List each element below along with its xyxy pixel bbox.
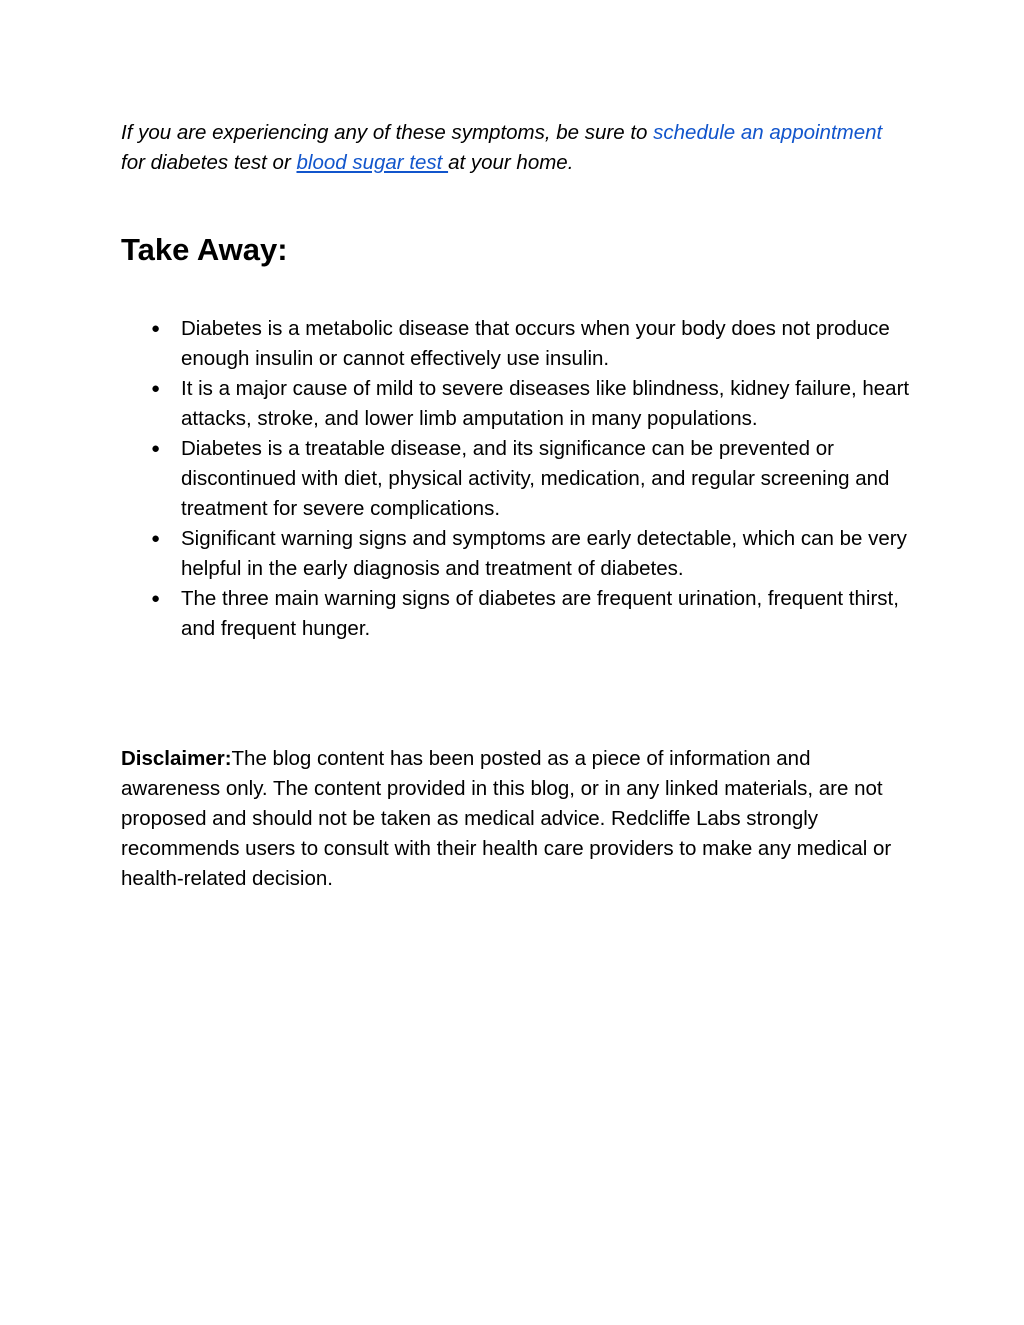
intro-paragraph [121, 118, 911, 178]
bullet-icon: ● [151, 320, 161, 337]
list-item-text: Diabetes is a treatable disease, and its significance can be prevented or discontinued with diet, physical activity, medication, and regular screening and treatment for severe complications. [181, 437, 890, 520]
bullet-icon: ● [151, 530, 161, 547]
disclaimer-label: Disclaimer: [121, 747, 232, 770]
blood-sugar-test-link[interactable]: blood sugar test [296, 151, 449, 174]
disclaimer-text: The blog content has been posted as a piece of information and awareness only. The content provided in this blog, or in any linked materials, are not proposed and should not be taken as medical advice. Redcliffe Labs strongly recommends users to consult with their health care providers to make any medical or health-related decision. [121, 747, 892, 890]
intro-text-start: If you are experiencing any of these symptoms, be sure to [121, 121, 654, 144]
list-item [121, 374, 911, 434]
list-item-text: Significant warning signs and symptoms are early detectable, which can be very helpful in the early diagnosis and treatment of diabetes. [181, 527, 907, 580]
list-item-text: The three main warning signs of diabetes are frequent urination, frequent thirst, and frequent hunger. [181, 587, 899, 640]
bullet-icon: ● [151, 590, 161, 607]
list-item [121, 314, 911, 374]
list-item [121, 524, 911, 584]
list-item [121, 434, 911, 524]
takeaway-heading: Take Away: [121, 232, 288, 267]
bullet-icon: ● [151, 380, 161, 397]
document-page [121, 118, 911, 894]
list-item [121, 584, 911, 644]
takeaway-list [121, 314, 911, 644]
bullet-icon: ● [151, 440, 161, 457]
disclaimer-paragraph [121, 744, 911, 894]
intro-text-end: at your home. [448, 151, 574, 174]
list-item-text: Diabetes is a metabolic disease that occurs when your body does not produce enough insulin or cannot effectively use insulin. [181, 317, 890, 370]
intro-text-middle: for diabetes test or [121, 151, 297, 174]
schedule-appointment-link[interactable]: schedule an appointment [653, 121, 883, 144]
list-item-text: It is a major cause of mild to severe diseases like blindness, kidney failure, heart attacks, stroke, and lower limb amputation in many populations. [181, 377, 910, 430]
